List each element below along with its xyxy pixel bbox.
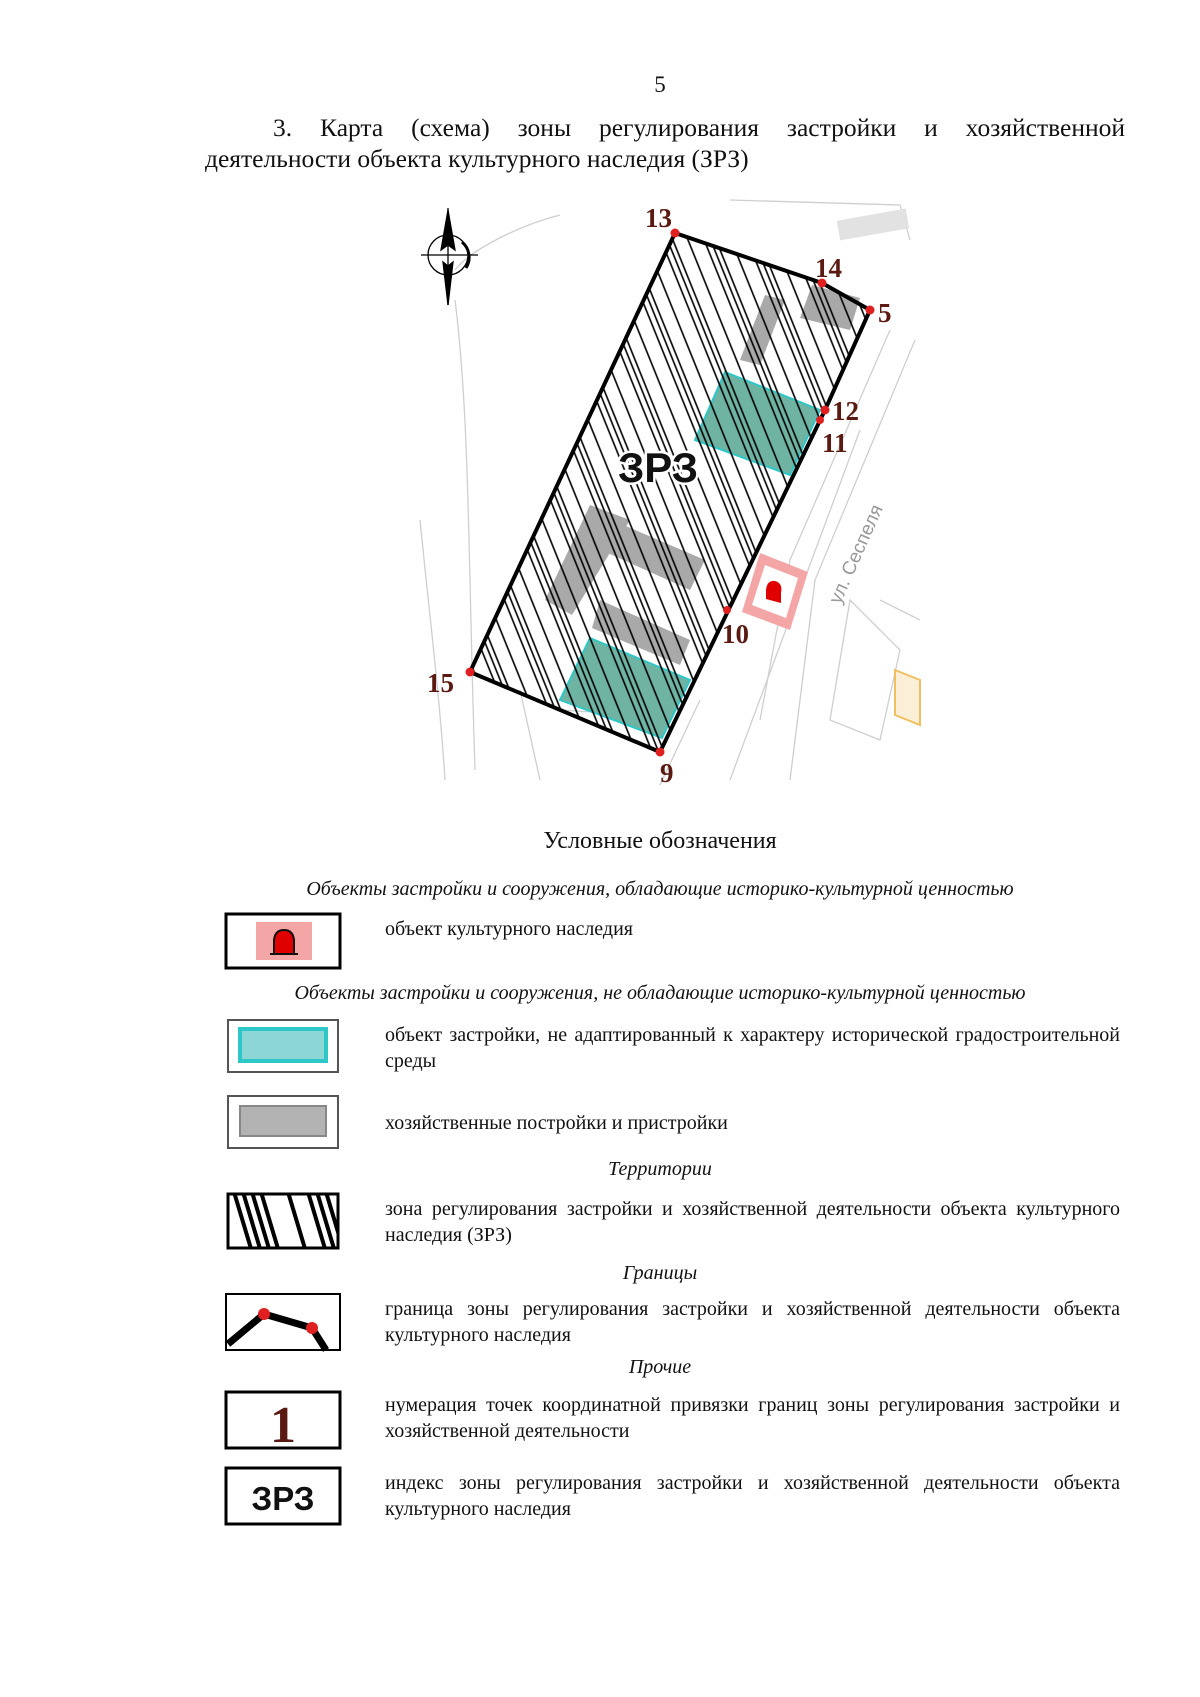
point-15 [466,668,475,677]
page-number: 5 [654,72,666,97]
zone-label: ЗРЗ [618,444,699,491]
street-label: ул. Сеспеля [825,501,888,608]
point-label-9: 9 [660,758,674,785]
point-label-12: 12 [832,396,859,426]
legend-section-heading: Территории [608,1158,712,1180]
legend-section-heading: Границы [622,1262,698,1284]
heading-number: 3. [273,113,293,142]
legend-symbol-zone-index [224,1466,342,1526]
legend-item-text: нумерация точек координатной привязки границ зоны регулирования застройки и хозяйственной деятельности [385,1394,1120,1442]
legend-section-heading: Объекты застройки и сооружения, обладающие историко-культурной ценностью [306,878,1014,900]
point-label-15: 15 [427,668,454,698]
north-arrow-icon [421,208,478,305]
legend-section-heading: Прочие [628,1356,692,1378]
legend-item-text: граница зоны регулирования застройки и хозяйственной деятельности объекта культурного наследия [385,1298,1120,1346]
legend-item-text: объект культурного наследия [385,918,633,940]
legend-zone-index-text: ЗРЗ [251,1480,315,1517]
heading-text: Карта (схема) зоны регулирования застройки и хозяйственной деятельности объекта культурного наследия (ЗРЗ) [205,113,1126,173]
legend-item-text: хозяйственные постройки и пристройки [385,1112,728,1134]
point-label-10: 10 [722,619,749,649]
legend-item-text: зона регулирования застройки и хозяйственной деятельности объекта культурного наследия (ЗРЗ) [385,1198,1120,1246]
legend-symbol-zone-hatch [226,1192,340,1250]
basemap-building [837,209,909,241]
point-12 [821,406,830,415]
point-9 [656,748,665,757]
point-label-14: 14 [815,253,842,283]
zone-map [415,195,925,785]
point-5 [866,306,875,315]
legend-symbol-outbuilding [226,1094,340,1150]
legend-symbol-zone-boundary [224,1292,342,1352]
legend-item-text: объект застройки, не адаптированный к характеру исторической градостроительной среды [385,1024,1120,1072]
legend-symbol-point-number [224,1390,342,1450]
basemap-building [895,670,920,725]
legend-symbol-non-adapted [226,1018,340,1074]
point-10 [723,606,731,614]
legend-symbol-heritage [224,912,342,970]
legend-title: Условные обозначения [543,828,777,854]
point-label-13: 13 [645,203,672,233]
legend-item-text: индекс зоны регулирования застройки и хозяйственной деятельности объекта культурного наследия [385,1472,1120,1520]
map-heading [205,112,1125,174]
legend-point-number-text: 1 [270,1397,296,1450]
point-label-11: 11 [822,428,848,458]
point-label-5: 5 [878,298,892,328]
legend-section-heading: Объекты застройки и сооружения, не обладающие историко-культурной ценностью [294,982,1026,1004]
point-11 [816,416,824,424]
